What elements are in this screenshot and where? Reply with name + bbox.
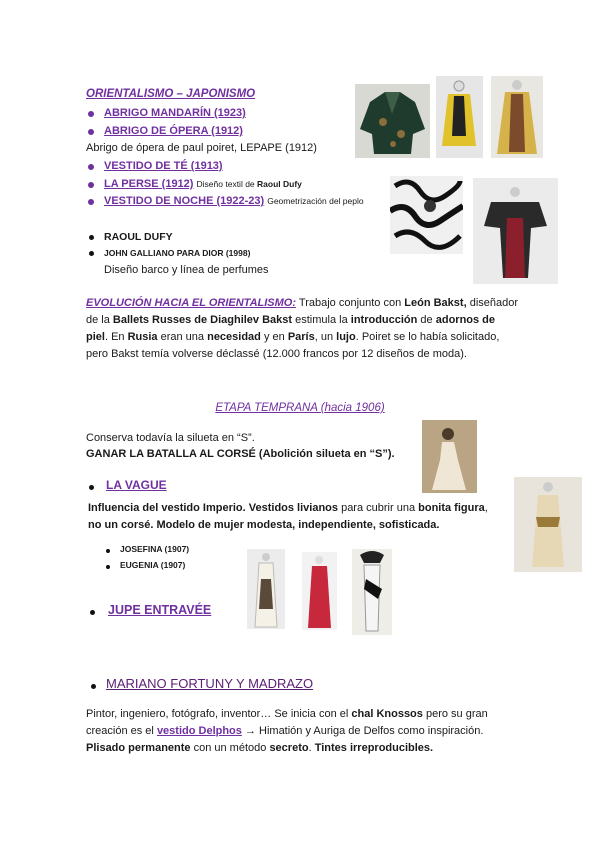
bullet xyxy=(106,549,110,553)
text: → Himatión y Auriga de Delfos como inspiración. xyxy=(241,725,484,737)
evolucion-paragraph xyxy=(86,295,519,363)
list-item-eugenia: EUGENIA (1907) xyxy=(120,560,186,570)
text: pero su gran xyxy=(422,708,488,720)
text-bold: lujo xyxy=(336,331,356,343)
vestido-noche-label[interactable]: VESTIDO DE NOCHE (1922-23) xyxy=(104,195,265,207)
text: para cubrir una xyxy=(338,502,419,514)
text: diseñador xyxy=(466,297,519,309)
text-bold: piel xyxy=(86,331,105,343)
text-bold: introducción xyxy=(350,314,418,326)
eugenia-dress-image xyxy=(302,552,337,630)
text-bold: Influencia del vestido Imperio. Vestidos livianos xyxy=(88,502,339,514)
text: pero Bakst temía volverse déclassé (12.000 francos por 12 diseños de moda). xyxy=(86,348,467,360)
vestido-noche-desc: Geometrización del peplo xyxy=(267,196,364,206)
text: de la xyxy=(86,314,113,326)
bullet xyxy=(88,111,94,117)
list-item-abrigo-mandarin[interactable]: ABRIGO MANDARÍN (1923) xyxy=(104,107,246,119)
jupe-illustration xyxy=(352,549,392,635)
la-perse-image xyxy=(390,176,463,254)
galliano-note: Diseño barco y línea de perfumes xyxy=(104,264,269,276)
bullet xyxy=(89,485,94,490)
eugenia-illustration xyxy=(302,552,337,630)
text: estimula la xyxy=(292,314,351,326)
list-item-la-perse xyxy=(104,178,302,190)
text: y en xyxy=(260,331,288,343)
text: . xyxy=(308,742,315,754)
text: , un xyxy=(314,331,337,343)
vague-paragraph xyxy=(88,500,508,534)
text-bold: no un corsé. Modelo de mujer modesta, independiente, sofisticada. xyxy=(88,519,440,531)
bullet xyxy=(106,565,110,569)
text-bold: León Bakst, xyxy=(404,297,467,309)
la-perse-pattern xyxy=(390,176,463,254)
la-perse-label[interactable]: LA PERSE (1912) xyxy=(104,178,194,190)
etapa-line1: Conserva todavía la silueta en “S”. xyxy=(86,432,255,444)
text: Trabajo conjunto con xyxy=(296,297,405,309)
tea-dress-illustration xyxy=(491,76,543,158)
evolucion-heading: EVOLUCIÓN HACIA EL ORIENTALISMO: xyxy=(86,297,297,309)
opera-coat-illustration xyxy=(436,76,483,158)
text-bold: bonita figura xyxy=(418,502,485,514)
bullet xyxy=(89,235,94,240)
text: Pintor, ingeniero, fotógrafo, inventor… Se inicia con el xyxy=(86,708,352,720)
tea-dress-image xyxy=(491,76,543,158)
list-item-josefina: JOSEFINA (1907) xyxy=(120,544,190,554)
list-item-vestido-te[interactable]: VESTIDO DE TÉ (1913) xyxy=(104,160,223,172)
jupe-entravee-image xyxy=(352,549,392,635)
la-perse-desc-bold: Raoul Dufy xyxy=(257,179,302,189)
josefina-illustration xyxy=(247,549,285,629)
text-bold: Ballets Russes de Diaghilev Bakst xyxy=(112,314,293,326)
s-silhouette-illustration xyxy=(422,420,477,493)
text-bold: Plisado permanente xyxy=(86,742,191,754)
s-silhouette-photo xyxy=(422,420,477,493)
josefina-dress-image xyxy=(247,549,285,629)
etapa-heading-row xyxy=(0,402,600,414)
text: de xyxy=(417,314,436,326)
text: . En xyxy=(104,331,128,343)
evening-dress-illustration xyxy=(473,178,558,284)
text-bold: chal Knossos xyxy=(351,708,423,720)
text-bold: secreto xyxy=(269,742,309,754)
la-perse-desc: Diseño textil de xyxy=(196,179,258,189)
note-text: Abrigo de ópera de paul poiret, LEPAPE (1912) xyxy=(86,142,317,154)
section-heading-orientalismo: ORIENTALISMO – JAPONISMO xyxy=(86,88,256,100)
list-item-raoul-dufy: RAOUL DUFY xyxy=(104,231,173,243)
text: . Poiret se lo había solicitado, xyxy=(355,331,500,343)
text: creación es el xyxy=(86,725,157,737)
text-bold: París xyxy=(287,331,315,343)
text-bold: Tintes irreproducibles. xyxy=(314,742,434,754)
bullet xyxy=(88,199,94,205)
fortuny-paragraph xyxy=(86,706,526,757)
mandarin-coat-image xyxy=(355,84,430,158)
la-vague-illustration xyxy=(514,477,582,572)
list-item-vestido-noche xyxy=(104,195,364,207)
text-bold: adornos de xyxy=(435,314,496,326)
evening-dress-image xyxy=(473,178,558,284)
bullet xyxy=(88,164,94,170)
fortuny-label[interactable]: MARIANO FORTUNY Y MADRAZO xyxy=(106,676,314,691)
text: eran una xyxy=(157,331,208,343)
opera-coat-image xyxy=(436,76,483,158)
la-vague-dress-image xyxy=(514,477,582,572)
text-bold: necesidad xyxy=(207,331,261,343)
bullet xyxy=(90,610,95,615)
text: , xyxy=(484,502,488,514)
text: con un método xyxy=(190,742,270,754)
jupe-entravee-label[interactable]: JUPE ENTRAVÉE xyxy=(108,603,212,617)
la-vague-label[interactable]: LA VAGUE xyxy=(106,478,167,492)
coat-illustration xyxy=(355,84,430,158)
bullet xyxy=(88,129,94,135)
list-item-galliano: JOHN GALLIANO PARA DIOR (1998) xyxy=(104,248,251,258)
etapa-heading: ETAPA TEMPRANA (hacia 1906) xyxy=(215,402,385,414)
vestido-delphos-link[interactable]: vestido Delphos xyxy=(156,725,242,737)
text-bold: Rusia xyxy=(127,331,158,343)
bullet xyxy=(91,684,96,689)
bullet xyxy=(89,251,94,256)
etapa-line2: GANAR LA BATALLA AL CORSÉ (Abolición silueta en “S”). xyxy=(86,448,395,460)
list-item-abrigo-opera[interactable]: ABRIGO DE ÓPERA (1912) xyxy=(104,125,243,137)
bullet xyxy=(88,182,94,188)
